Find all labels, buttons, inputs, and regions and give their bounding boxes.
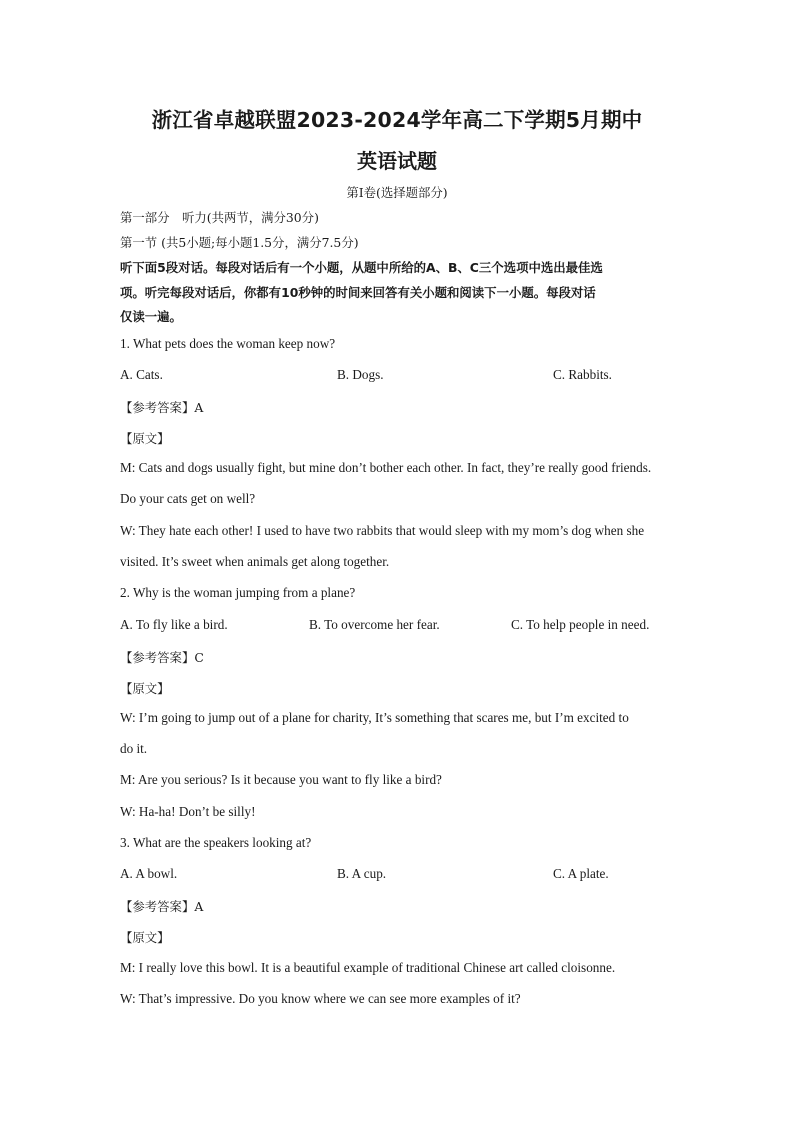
question-2: 2. Why is the woman jumping from a plane? <box>120 585 356 600</box>
subpart-heading: 第一节 (共5小题;每小题1.5分，满分7.5分) <box>120 235 359 250</box>
question-3-option-b: B. A cup. <box>337 866 387 881</box>
question-2-transcript-line: do it. <box>120 741 148 756</box>
question-2-option-b: B. To overcome her fear. <box>309 617 440 632</box>
question-3-transcript-line: M: I really love this bowl. It is a beautiful example of traditional Chinese art called cloisonne. <box>120 960 616 975</box>
page-title: 浙江省卓越联盟2023-2024学年高二下学期5月期中 <box>151 108 643 132</box>
question-1-answer: 【参考答案】A <box>120 400 204 415</box>
question-2-transcript-line: W: I’m going to jump out of a plane for charity, It’s something that scares me, but I’m excited to <box>120 710 629 725</box>
question-3-option-a: A. A bowl. <box>120 866 178 881</box>
question-2-option-c: C. To help people in need. <box>511 617 650 632</box>
question-3-transcript-label: 【原文】 <box>120 930 170 945</box>
volume-heading: 第I卷(选择题部分) <box>346 185 448 200</box>
question-3-answer: 【参考答案】A <box>120 899 204 914</box>
question-2-answer: 【参考答案】C <box>120 650 204 665</box>
instruction-line-1: 听下面5段对话。每段对话后有一个小题，从题中所给的A、B、C三个选项中选出最佳选 <box>120 260 603 275</box>
question-2-transcript-label: 【原文】 <box>120 681 170 696</box>
question-1-option-a: A. Cats. <box>120 367 163 382</box>
question-3-transcript-line: W: That’s impressive. Do you know where we can see more examples of it? <box>120 991 521 1006</box>
question-1-transcript-line: visited. It’s sweet when animals get along together. <box>120 554 390 569</box>
question-3-option-c: C. A plate. <box>553 866 609 881</box>
question-1: 1. What pets does the woman keep now? <box>120 336 336 351</box>
question-2-transcript-line: W: Ha-ha! Don’t be silly! <box>120 804 256 819</box>
question-1-transcript-label: 【原文】 <box>120 431 170 446</box>
question-1-option-c: C. Rabbits. <box>553 367 612 382</box>
part-heading: 第一部分 听力(共两节，满分30分) <box>120 210 319 225</box>
question-1-transcript-line: M: Cats and dogs usually fight, but mine don’t bother each other. In fact, they’re really good friends. <box>120 460 652 475</box>
question-1-transcript-line: W: They hate each other! I used to have two rabbits that would sleep with my mom’s dog when she <box>120 523 645 538</box>
page-subtitle: 英语试题 <box>357 149 437 173</box>
question-2-option-a: A. To fly like a bird. <box>120 617 228 632</box>
question-3: 3. What are the speakers looking at? <box>120 835 312 850</box>
instruction-line-2: 项。听完每段对话后，你都有10秒钟的时间来回答有关小题和阅读下一小题。每段对话 <box>120 285 596 300</box>
instruction-line-3: 仅读一遍。 <box>120 309 182 324</box>
question-2-transcript-line: M: Are you serious? Is it because you want to fly like a bird? <box>120 772 442 787</box>
question-1-transcript-line: Do your cats get on well? <box>120 491 256 506</box>
question-1-option-b: B. Dogs. <box>337 367 384 382</box>
